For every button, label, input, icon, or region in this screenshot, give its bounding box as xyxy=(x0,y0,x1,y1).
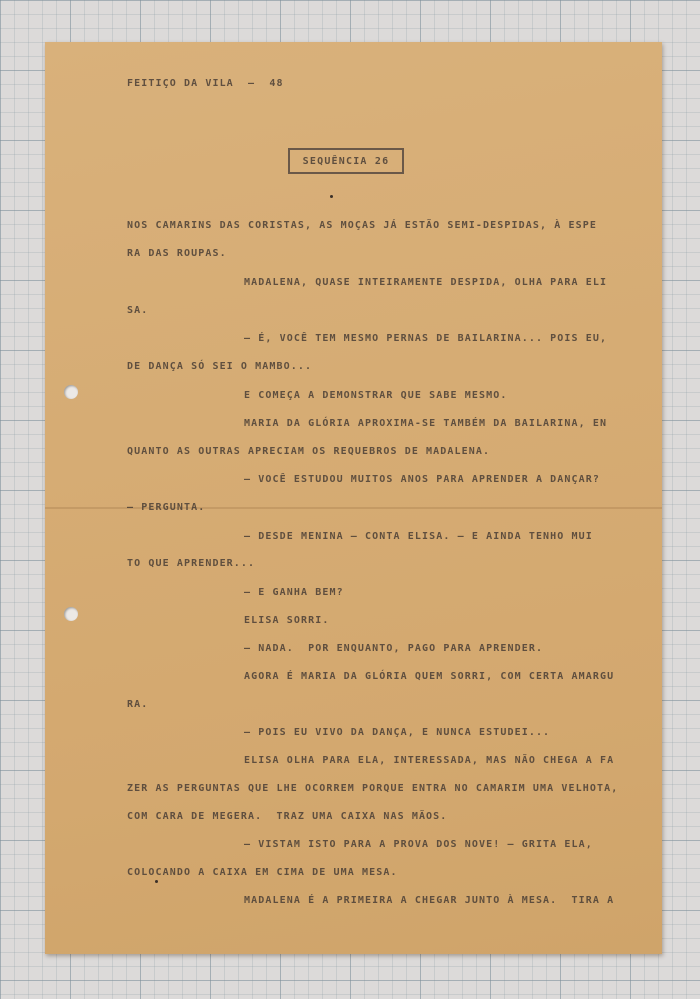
text-line-10: — VOCÊ ESTUDOU MUITOS ANOS PARA APRENDER A DANÇAR? xyxy=(244,474,601,485)
ink-speck xyxy=(155,880,158,883)
text-line-17: AGORA É MARIA DA GLÓRIA QUEM SORRI, COM CERTA AMARGU xyxy=(244,671,615,682)
text-line-4: SA. xyxy=(127,305,149,316)
text-line-11: — PERGUNTA. xyxy=(127,502,206,513)
text-line-25: MADALENA É A PRIMEIRA A CHEGAR JUNTO À MESA. TIRA A xyxy=(244,895,615,906)
text-line-7: E COMEÇA A DEMONSTRAR QUE SABE MESMO. xyxy=(244,390,508,401)
text-line-13: TO QUE APRENDER... xyxy=(127,558,256,569)
text-line-16: — NADA. POR ENQUANTO, PAGO PARA APRENDER. xyxy=(244,643,544,654)
text-line-22: COM CARA DE MEGERA. TRAZ UMA CAIXA NAS MÃOS. xyxy=(127,811,448,822)
punch-hole-lower xyxy=(64,607,78,621)
text-line-8: MARIA DA GLÓRIA APROXIMA-SE TAMBÉM DA BAILARINA, EN xyxy=(244,418,608,429)
text-line-2: RA DAS ROUPAS. xyxy=(127,248,227,259)
text-line-1: NOS CAMARINS DAS CORISTAS, AS MOÇAS JÁ ESTÃO SEMI-DESPIDAS, À ESPE xyxy=(127,220,597,231)
sequence-title: SEQUÊNCIA 26 xyxy=(302,155,390,167)
sequence-heading xyxy=(288,148,404,174)
text-line-9: QUANTO AS OUTRAS APRECIAM OS REQUEBROS DE MADALENA. xyxy=(127,446,491,457)
punch-hole-upper xyxy=(64,385,78,399)
text-line-12: — DESDE MENINA — CONTA ELISA. — E AINDA TENHO MUI xyxy=(244,531,593,542)
text-line-14: — E GANHA BEM? xyxy=(244,587,344,598)
text-line-19: — POIS EU VIVO DA DANÇA, E NUNCA ESTUDEI... xyxy=(244,727,551,738)
text-line-20: ELISA OLHA PARA ELA, INTERESSADA, MAS NÃO CHEGA A FA xyxy=(244,755,615,766)
text-line-21: ZER AS PERGUNTAS QUE LHE OCORREM PORQUE ENTRA NO CAMARIM UMA VELHOTA, xyxy=(127,783,619,794)
page-header: FEITIÇO DA VILA — 48 xyxy=(127,78,284,89)
text-line-6: DE DANÇA SÓ SEI O MAMBO... xyxy=(127,361,313,372)
text-line-5: — É, VOCÊ TEM MESMO PERNAS DE BAILARINA... POIS EU, xyxy=(244,333,608,344)
text-line-15: ELISA SORRI. xyxy=(244,615,330,626)
ink-speck xyxy=(330,195,333,198)
text-line-24: COLOCANDO A CAIXA EM CIMA DE UMA MESA. xyxy=(127,867,398,878)
text-line-3: MADALENA, QUASE INTEIRAMENTE DESPIDA, OLHA PARA ELI xyxy=(244,277,608,288)
text-line-23: — VISTAM ISTO PARA A PROVA DOS NOVE! — GRITA ELA, xyxy=(244,839,593,850)
text-line-18: RA. xyxy=(127,699,149,710)
